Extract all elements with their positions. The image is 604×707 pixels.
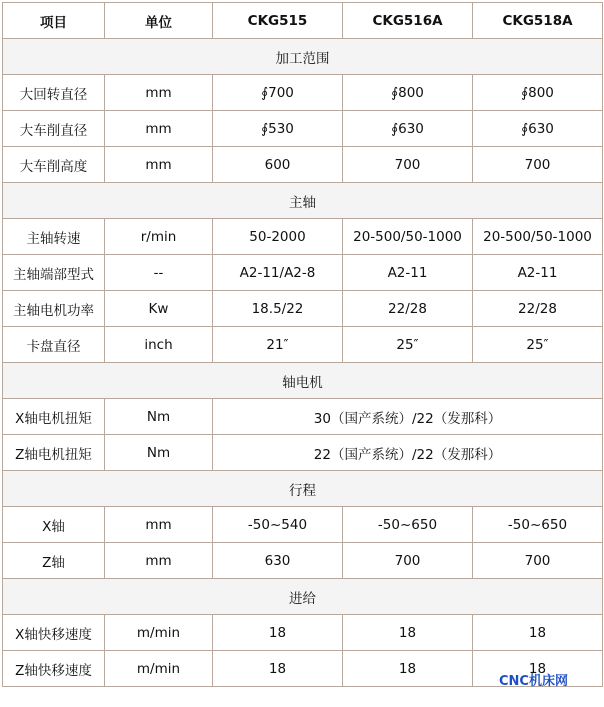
value-cell: A2-11/A2-8 [213,255,343,291]
section-row [3,39,603,75]
row-label: Z轴电机扭矩 [3,435,105,471]
row-label: 卡盘直径 [3,327,105,363]
unit-cell: mm [105,543,213,579]
section-title: 主轴 [3,183,603,219]
value-cell: A2-11 [343,255,473,291]
value-cell: 600 [213,147,343,183]
unit-cell: -- [105,255,213,291]
watermark-text: CNC机床网 [499,674,568,689]
value-cell: ∮630 [343,111,473,147]
row-label: 大车削直径 [3,111,105,147]
value-cell: 18 [473,651,603,687]
header-cell: 项目 [3,3,105,39]
table-row [3,147,603,183]
row-label: 大车削高度 [3,147,105,183]
value-cell: ∮800 [473,75,603,111]
unit-cell: inch [105,327,213,363]
row-label: X轴快移速度 [3,615,105,651]
value-cell: ∮700 [213,75,343,111]
spec-table [2,2,603,687]
header-cell: CKG516A [343,3,473,39]
value-cell: 22/28 [343,291,473,327]
value-cell: ∮530 [213,111,343,147]
value-cell: ∮630 [473,111,603,147]
unit-cell: Kw [105,291,213,327]
unit-cell: r/min [105,219,213,255]
value-cell: 18 [213,651,343,687]
value-cell: 22/28 [473,291,603,327]
section-title: 加工范围 [3,39,603,75]
unit-cell: Nm [105,399,213,435]
section-title: 行程 [3,471,603,507]
unit-cell: Nm [105,435,213,471]
value-cell: 20-500/50-1000 [343,219,473,255]
unit-cell: mm [105,147,213,183]
value-cell: -50~650 [343,507,473,543]
value-cell: 25″ [473,327,603,363]
table-row [3,435,603,471]
value-cell: 30（国产系统）/22（发那科） [213,399,603,435]
row-label: X轴 [3,507,105,543]
value-cell: 22（国产系统）/22（发那科） [213,435,603,471]
section-row [3,471,603,507]
unit-cell: mm [105,507,213,543]
value-cell: 20-500/50-1000 [473,219,603,255]
row-label: X轴电机扭矩 [3,399,105,435]
row-label: 大回转直径 [3,75,105,111]
row-label: 主轴电机功率 [3,291,105,327]
value-cell: 25″ [343,327,473,363]
spec-table-body [3,3,603,687]
unit-cell: m/min [105,651,213,687]
header-cell: CKG518A [473,3,603,39]
row-label: 主轴端部型式 [3,255,105,291]
header-cell: 单位 [105,3,213,39]
value-cell: ∮800 [343,75,473,111]
table-row [3,75,603,111]
value-cell: 700 [343,543,473,579]
unit-cell: mm [105,75,213,111]
value-cell: 50-2000 [213,219,343,255]
unit-cell: mm [105,111,213,147]
value-cell: -50~650 [473,507,603,543]
table-row [3,219,603,255]
section-row [3,363,603,399]
section-row [3,183,603,219]
table-row [3,543,603,579]
value-cell: 700 [473,543,603,579]
value-cell: 18 [213,615,343,651]
value-cell: 700 [473,147,603,183]
table-row [3,615,603,651]
table-header-row [3,3,603,39]
table-row [3,291,603,327]
table-row [3,507,603,543]
section-title: 进给 [3,579,603,615]
unit-cell: m/min [105,615,213,651]
value-cell: 21″ [213,327,343,363]
header-cell: CKG515 [213,3,343,39]
row-label: Z轴快移速度 [3,651,105,687]
table-row [3,111,603,147]
table-row [3,399,603,435]
table-row [3,255,603,291]
section-row [3,579,603,615]
row-label: 主轴转速 [3,219,105,255]
value-cell: A2-11 [473,255,603,291]
row-label: Z轴 [3,543,105,579]
value-cell: 18 [473,615,603,651]
value-cell: 18 [343,651,473,687]
value-cell: 700 [343,147,473,183]
value-cell: 18 [343,615,473,651]
table-row [3,327,603,363]
value-cell: -50~540 [213,507,343,543]
value-cell: 630 [213,543,343,579]
value-cell: 18.5/22 [213,291,343,327]
section-title: 轴电机 [3,363,603,399]
